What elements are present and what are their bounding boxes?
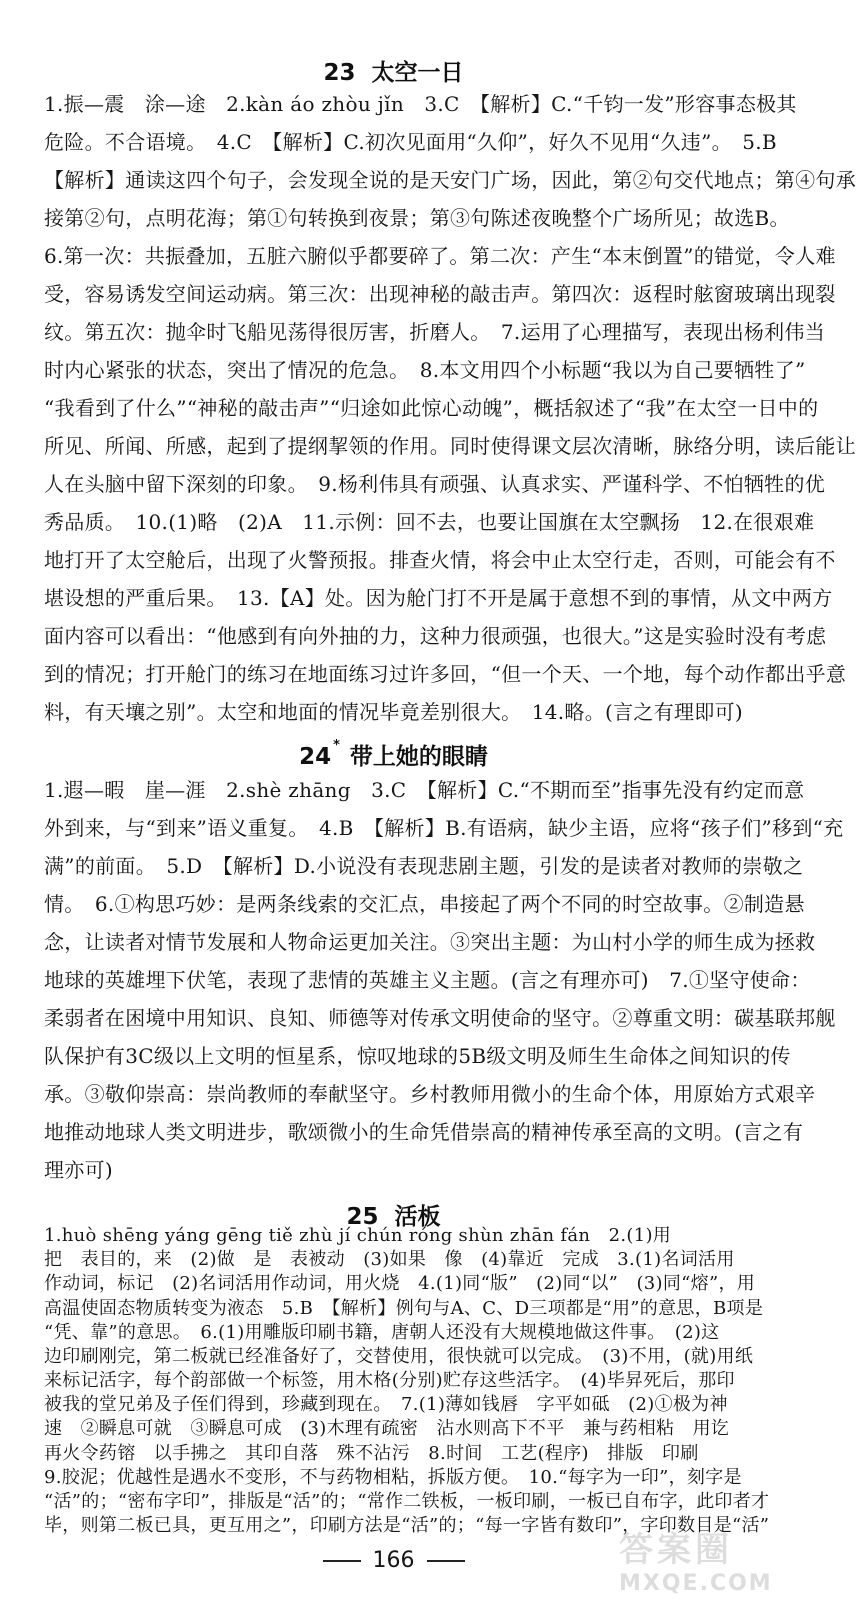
section-number: 25 [346,1204,379,1230]
text-line: 【解析】通读这四个句子，会发现全说的是天安门广场，因此，第②句交代地点；第④句承 [44,168,856,192]
text-line: 高温使固态物质转变为液态 5.B 【解析】例句与A、C、D三项都是“用”的意思，B项是 [44,1298,764,1319]
watermark-bottom: MXQE.COM [619,1571,773,1596]
text-line: 到的情况；打开舱门的练习在地面练习过许多回，“但一个天、一个地，每个动作都出乎意 [44,662,847,686]
text-line: “活”的；“密布字印”，排版是“活”的；“常作二铁板，一板印刷，一板已自布字，此印者才 [44,1491,770,1512]
page-number-dash [323,1560,361,1562]
text-line: 堪设想的严重后果。 13.【A】处。因为舱门打不开是属于意想不到的事情，从文中两方 [44,586,833,610]
text-line: 外到来，与“到来”语义重复。 4.B 【解析】B.有语病，缺少主语，应将“孩子们”移到“充 [44,816,844,840]
text-line: 柔弱者在困境中用知识、良知、师德等对传承文明使命的坚守。②尊重文明：碳基联邦舰 [44,1006,836,1030]
watermark-logo [619,1522,773,1596]
text-line: 秀品质。 10.(1)略 (2)A 11.示例：回不去，也要让国旗在太空飘扬 12.在很艰难 [44,510,815,534]
text-line: 被我的堂兄弟及子侄们得到，珍藏到现在。 7.(1)薄如钱唇 字平如砥 (2)①极为神 [44,1394,728,1415]
section-heading: 带上她的眼睛 [349,744,488,770]
text-line: 再火令药镕 以手拂之 其印自落 殊不沾污 8.时间 工艺(程序) 排版 印刷 [44,1443,699,1464]
text-line: 1.遐—暇 崖—涯 2.shè zhāng 3.C 【解析】C.“不期而至”指事先没有约定而意 [44,778,805,802]
text-line: 6.第一次：共振叠加，五脏六腑似乎都要碎了。第二次：产生“本末倒置”的错觉，令人难 [44,244,836,268]
text-line: 受，容易诱发空间运动病。第三次：出现神秘的敲击声。第四次：返程时舷窗玻璃出现裂 [44,282,836,306]
text-line: 纹。第五次：抛伞时飞船见荡得很厉害，折磨人。 7.运用了心理描写，表现出杨利伟当 [44,320,826,344]
text-line: 把 表目的，来 (2)做 是 表被动 (3)如果 像 (4)靠近 完成 3.(1)名词活用 [44,1249,735,1270]
text-line: 地推动地球人类文明进步，歌颂微小的生命凭借崇高的精神传承至高的文明。(言之有 [44,1120,804,1144]
text-line: 速 ②瞬息可就 ③瞬息可成 (3)木理有疏密 沾水则高下不平 兼与药相粘 用讫 [44,1418,730,1439]
text-line: 危险。不合语境。 4.C 【解析】C.初次见面用“久仰”，好久不见用“久违”。 5.B [44,130,777,154]
text-line: 地打开了太空舱后，出现了火警预报。排查火情，将会中止太空行走，否则，可能会有不 [44,548,836,572]
text-line: 面内容可以看出：“他感到有向外抽的力，这种力很顽强，也很大。”这是实验时没有考虑 [44,624,827,648]
text-line: 来标记活字，每个韵部做一个标签，用木格(分别)贮存这些活字。 (4)毕昇死后，那印 [44,1370,735,1391]
section-title-23 [0,54,787,87]
section-title-24 [0,738,787,771]
text-line: 作动词，标记 (2)名词活用作动词，用火烧 4.(1)同“版” (2)同“以” (3)同“熔”，用 [44,1273,756,1294]
text-line: 满”的前面。 5.D 【解析】D.小说没有表现悲剧主题，引发的是读者对教师的崇敬之 [44,854,804,878]
text-line: 队保护有3C级以上文明的恒星系，惊叹地球的5B级文明及师生生命体之间知识的传 [44,1044,791,1068]
page-number-text: 166 [372,1548,415,1573]
text-line: 毕，则第二板已具，更互用之”，印刷方法是“活”的；“每一字皆有数印”，字印数目是“活” [44,1515,770,1536]
text-line: 边印刷刚完，第二板就已经准备好了，交替使用，很快就可以完成。 (3)不用，(就)用纸 [44,1346,754,1367]
text-line: “凭、靠”的意思。 6.(1)用雕版印刷书籍，唐朝人还没有大规模地做这件事。 (2)这 [44,1322,720,1343]
text-line: 1.huò shēng yáng gēng tiě zhù jí chún róng shùn zhān fán 2.(1)用 [44,1225,672,1246]
section-heading: 太空一日 [371,60,464,86]
page-number-dash [427,1560,465,1562]
text-line: 料，有天壤之别”。太空和地面的情况毕竟差别很大。 14.略。(言之有理即可) [44,700,744,724]
section-number: 23 [323,60,356,86]
text-line: 地球的英雄埋下伏笔，表现了悲情的英雄主义主题。(言之有理亦可) 7.①坚守使命： [44,968,811,992]
text-line: 接第②句，点明花海；第①句转换到夜景；第③句陈述夜晚整个广场所见；故选B。 [44,206,790,230]
section-star: * [333,738,340,753]
text-line: “我看到了什么”“神秘的敲击声”“归途如此惊心动魄”，概括叙述了“我”在太空一日中的 [44,396,819,420]
text-line: 承。③敬仰崇高：崇尚教师的奉献坚守。乡村教师用微小的生命个体，用原始方式艰辛 [44,1082,816,1106]
section-heading: 活板 [394,1204,441,1230]
text-line: 9.胶泥；优越性是遇水不变形，不与药物相粘，拆版方便。 10.“每字为一印”，刻字是 [44,1467,742,1488]
text-line: 1.振—震 涂—途 2.kàn áo zhòu jǐn 3.C 【解析】C.“千钧一发”形容事态极其 [44,92,797,116]
text-line: 念，让读者对情节发展和人物命运更加关注。③突出主题：为山村小学的师生成为拯救 [44,930,816,954]
text-line: 所见、所闻、所感，起到了提纲挈领的作用。同时使得课文层次清晰，脉络分明，读后能让 [44,434,856,458]
text-line: 时内心紧张的状态，突出了情况的危急。 8.本文用四个小标题“我以为自己要牺牲了” [44,358,806,382]
text-line: 人在头脑中留下深刻的印象。 9.杨利伟具有顽强、认真求实、严谨科学、不怕牺牲的优 [44,472,826,496]
text-line: 理亦可) [44,1158,114,1182]
section-number: 24 [299,744,332,770]
watermark-top: 答案圈 [619,1530,733,1570]
text-line: 情。 6.①构思巧妙：是两条线索的交汇点，串接起了两个不同的时空故事。②制造悬 [44,892,805,916]
